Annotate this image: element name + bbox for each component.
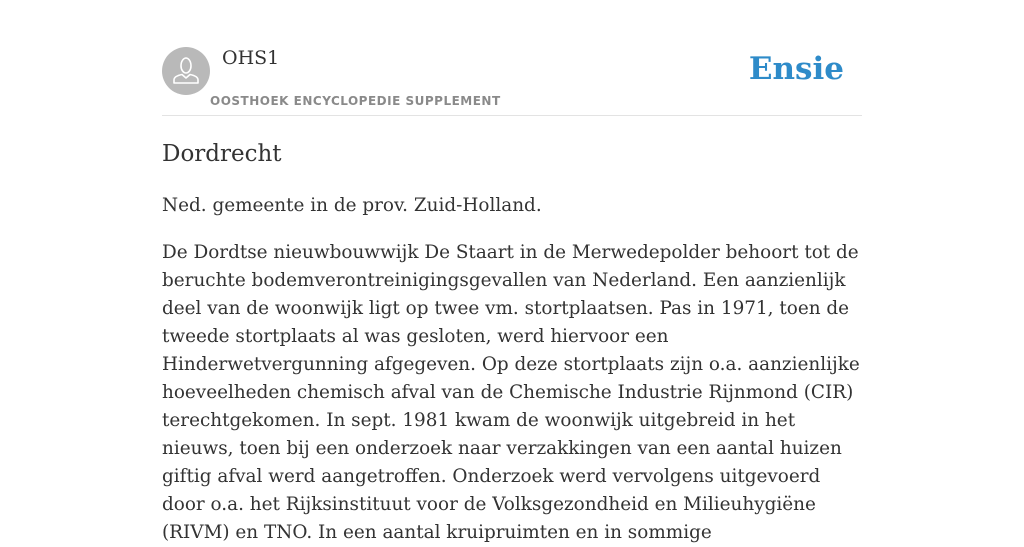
- paragraph: Ned. gemeente in de prov. Zuid-Holland.: [162, 195, 542, 216]
- page-title: Dordrecht: [162, 141, 282, 167]
- user-icon: [162, 47, 210, 95]
- source-label[interactable]: OOSTHOEK ENCYCLOPEDIE SUPPLEMENT: [210, 94, 501, 108]
- author-name[interactable]: OHS1: [222, 47, 280, 69]
- paragraph: De Dordtse nieuwbouwwijk De Staart in de Merwedepolder behoort tot de beruchte bodemverontreinigingsgevallen van Nederland. Een aanzienlijk deel van de woonwijk ligt op twee vm. stortplaatsen. Pas in 1971, toen de tweede stortplaats al was gesloten, werd hiervoor een Hinderwetvergunning afgegeven. Op deze stortplaats zijn o.a. aanzienlijke hoeveelheden chemisch afval van de Chemische Industrie Rijnmond (CIR) terechtgekomen. In sept. 1981 kwam de woonwijk uitgebreid in het nieuws, toen bij een onderzoek naar verzakkingen van een aantal huizen giftig afval werd aangetroffen. Onderzoek werd vervolgens uitgevoerd door o.a. het Rijksinstituut voor de Volksgezondheid en Milieuhygiëne (RIVM) en TNO. In een aantal kruipruimten en in sommige: [162, 242, 860, 543]
- site-logo[interactable]: Ensie: [748, 51, 844, 87]
- article-body: [162, 137, 867, 547]
- article-header: [162, 0, 862, 116]
- author-avatar[interactable]: [162, 47, 210, 95]
